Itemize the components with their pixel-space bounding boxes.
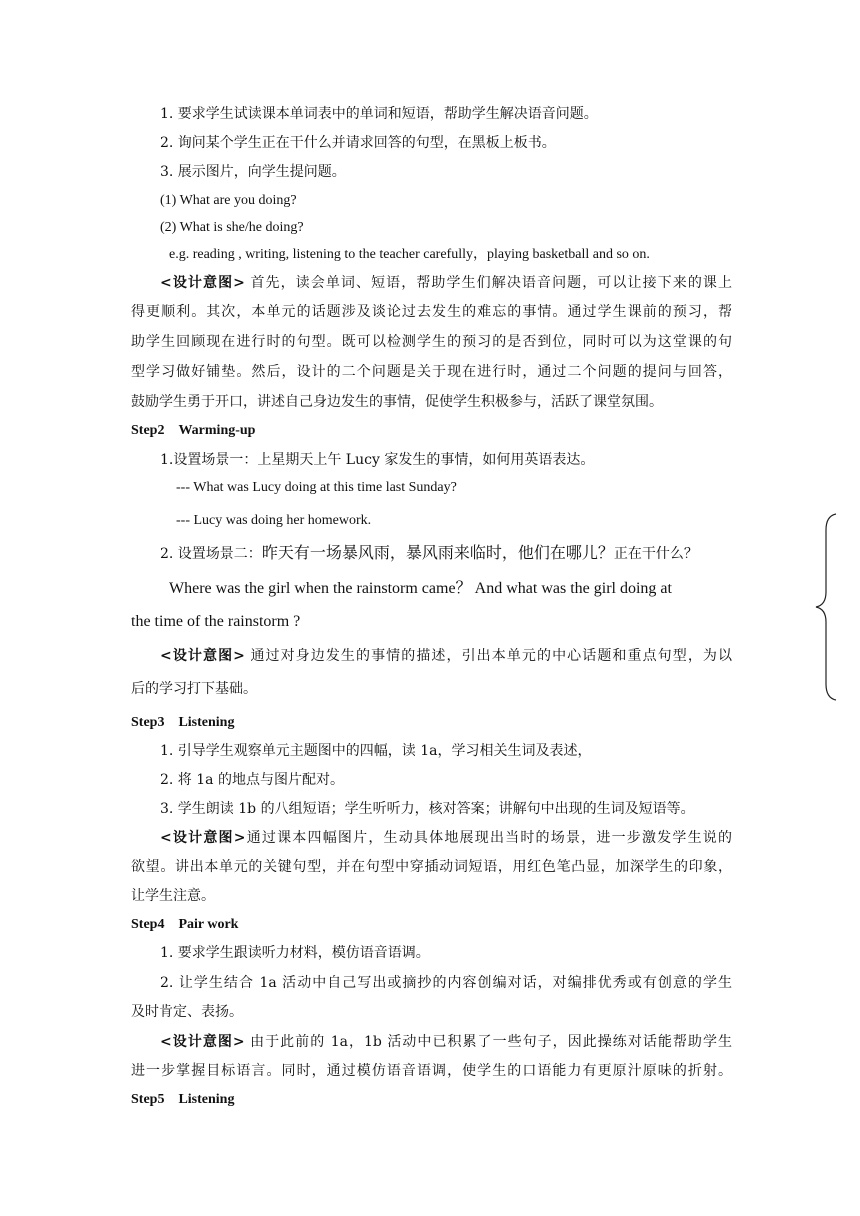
brace-decoration — [814, 512, 838, 702]
step1-item-1: 1. 要求学生试读课本单词表中的单词和短语，帮助学生解决语音问题。 — [160, 106, 598, 122]
step-title: Pair work — [178, 917, 239, 932]
intent-label: <设计意图> — [160, 830, 246, 846]
step3-intent-line-3: 让学生注意。 — [131, 888, 215, 904]
step4-item-1: 1. 要求学生跟读听力材料，模仿语音语调。 — [160, 945, 430, 961]
intent-1-line-5: 鼓励学生勇于开口，讲述自己身边发生的事情，促使学生积极参与，活跃了课堂氛围。 — [131, 394, 663, 410]
intent-label: <设计意图> — [160, 1034, 245, 1050]
step4-item-2-cont: 及时肯定、表扬。 — [131, 1004, 243, 1020]
intent-text: 由于此前的 1a，1b 活动中已积累了一些句子，因此操练对话能帮助学生 — [250, 1034, 732, 1050]
step3-intent-line-1 — [160, 831, 732, 845]
intent-1-line-4: 型学习做好铺垫。然后，设计的二个问题是关于现在进行时，通过二个问题的提问与回答， — [131, 364, 732, 380]
step1-question-1: (1) What are you doing? — [160, 193, 297, 208]
step1-item-2: 2. 询问某个学生正在干什么并请求回答的句型，在黑板上板书。 — [160, 135, 556, 151]
step-label: Step5 — [131, 1092, 165, 1107]
step2-english-line-1: Where was the girl when the rainstorm came？ And what was the girl doing at — [169, 580, 672, 597]
intent-text: 通过对身边发生的事情的描述，引出本单元的中心话题和重点句型，为以 — [250, 648, 733, 664]
step2-english-line-2: the time of the rainstorm ? — [131, 613, 301, 630]
step1-item-3: 3. 展示图片，向学生提问题。 — [160, 164, 346, 180]
intent-text: 通过课本四幅图片，生动具体地展现出当时的场景，进一步激发学生说的 — [245, 830, 732, 846]
step-label: Step2 — [131, 423, 165, 438]
scene2-main: 昨天有一场暴风雨，暴风雨来临时，他们在哪儿？ — [261, 543, 614, 562]
step1-example: e.g. reading , writing, listening to the teacher carefully，playing basketball and so on. — [169, 247, 650, 262]
step2-question: --- What was Lucy doing at this time last Sunday? — [176, 480, 457, 495]
step2-heading — [131, 424, 255, 438]
step4-heading — [131, 918, 238, 932]
step2-scene-2 — [160, 545, 698, 561]
step3-item-2: 2. 将 1a 的地点与图片配对。 — [160, 772, 344, 788]
step-title: Listening — [178, 715, 235, 730]
step5-heading — [131, 1093, 234, 1107]
step4-intent-line-2: 进一步掌握目标语言。同时，通过模仿语音语调，使学生的口语能力有更原汁原味的折射。 — [131, 1063, 732, 1079]
scene2-prefix: 2. 设置场景二： — [160, 546, 262, 562]
step2-intent-line-2: 后的学习打下基础。 — [131, 681, 257, 697]
intent-text: 首先，读会单词、短语，帮助学生们解决语音问题，可以让接下来的课上 — [250, 275, 733, 291]
step2-answer: --- Lucy was doing her homework. — [176, 513, 372, 528]
intent-1-line-3: 助学生回顾现在进行时的句型。既可以检测学生的预习的是否到位，同时可以为这堂课的句 — [131, 334, 732, 350]
intent-label: <设计意图> — [160, 275, 245, 291]
step-label: Step3 — [131, 715, 165, 730]
intent-label: <设计意图> — [160, 648, 245, 664]
scene2-tail: 正在干什么？ — [613, 546, 698, 562]
step1-question-2: (2) What is she/he doing? — [160, 220, 304, 235]
step2-scene-1: 1.设置场景一：上星期天上午 Lucy 家发生的事情，如何用英语表达。 — [160, 452, 595, 468]
intent-1-line-1 — [160, 276, 732, 290]
intent-1-line-2: 得更顺利。其次，本单元的话题涉及谈论过去发生的难忘的事情。通过学生课前的预习，帮 — [131, 304, 732, 320]
step3-intent-line-2: 欲望。讲出本单元的关键句型，并在句型中穿插动词短语，用红色笔凸显，加深学生的印象， — [131, 859, 732, 875]
step-title: Warming-up — [178, 423, 256, 438]
step-title: Listening — [178, 1092, 235, 1107]
step3-item-1: 1. 引导学生观察单元主题图中的四幅，读 1a，学习相关生词及表述， — [160, 743, 592, 759]
step-label: Step4 — [131, 917, 165, 932]
step3-item-3: 3. 学生朗读 1b 的八组短语；学生听听力，核对答案；讲解句中出现的生词及短语等。 — [160, 801, 695, 817]
step3-heading — [131, 716, 234, 730]
step4-intent-line-1 — [160, 1035, 732, 1049]
step4-item-2: 2. 让学生结合 1a 活动中自己写出或摘抄的内容创编对话，对编排优秀或有创意的学生 — [160, 975, 732, 991]
step2-intent-line-1 — [160, 649, 732, 663]
